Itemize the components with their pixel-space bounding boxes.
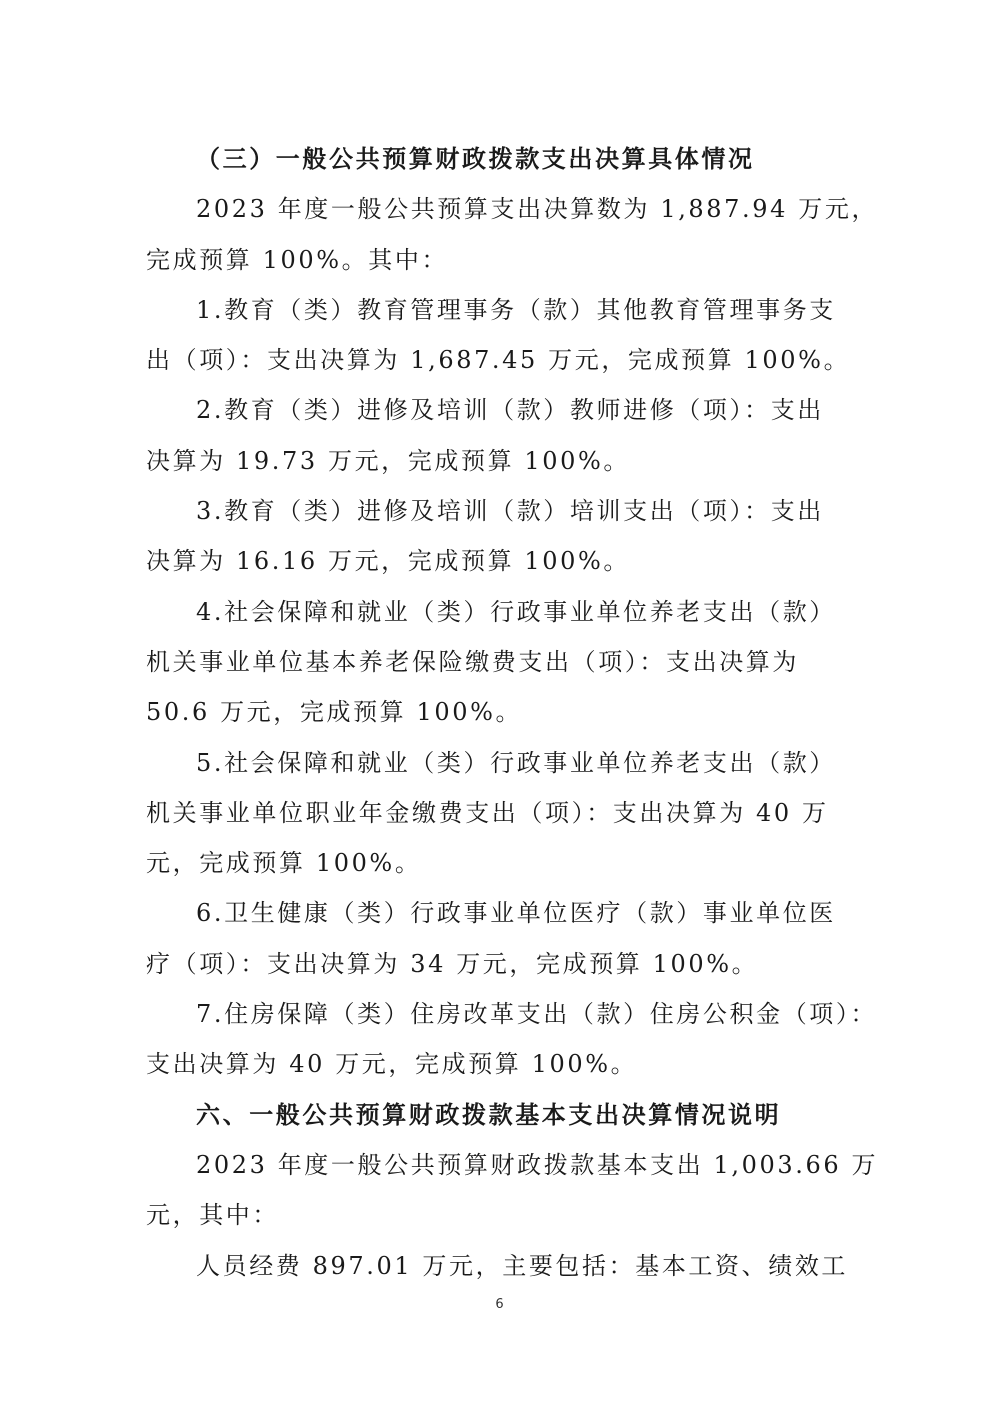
paragraph-line: 50.6 万元，完成预算 100%。	[146, 698, 523, 727]
section-heading-line: （三）一般公共预算财政拨款支出决算具体情况	[196, 144, 755, 173]
paragraph-line: 决算为 16.16 万元，完成预算 100%。	[146, 547, 631, 576]
paragraph-line: 疗（项）：支出决算为 34 万元，完成预算 100%。	[146, 949, 759, 978]
paragraph-line: 出（项）：支出决算为 1,687.45 万元，完成预算 100%。	[146, 346, 851, 375]
document-body	[146, 134, 879, 1291]
paragraph-line: 6.卫生健康（类）行政事业单位医疗（款）事业单位医	[196, 899, 836, 928]
paragraph-line: 2023 年度一般公共预算财政拨款基本支出 1,003.66 万	[196, 1150, 879, 1179]
paragraph-line: 决算为 19.73 万元，完成预算 100%。	[146, 446, 631, 475]
paragraph-line: 人员经费 897.01 万元，主要包括：基本工资、绩效工	[196, 1251, 849, 1280]
page-number: 6	[495, 1297, 504, 1312]
paragraph-line: 2.教育（类）进修及培训（款）教师进修（项）：支出	[196, 396, 824, 425]
section-heading-line: 六、一般公共预算财政拨款基本支出决算情况说明	[196, 1099, 782, 1129]
paragraph-line: 1.教育（类）教育管理事务（款）其他教育管理事务支	[196, 295, 836, 324]
paragraph-line: 支出决算为 40 万元，完成预算 100%。	[146, 1050, 638, 1079]
paragraph-line: 3.教育（类）进修及培训（款）培训支出（项）：支出	[196, 497, 824, 526]
paragraph-line: 4.社会保障和就业（类）行政事业单位养老支出（款）	[196, 597, 836, 626]
paragraph-line: 2023 年度一般公共预算支出决算数为 1,887.94 万元，	[196, 195, 879, 224]
paragraph-line: 完成预算 100%。其中：	[146, 245, 449, 274]
paragraph-line: 机关事业单位职业年金缴费支出（项）：支出决算为 40 万	[146, 798, 829, 827]
paragraph-line: 元，其中：	[146, 1201, 279, 1230]
paragraph-line: 元，完成预算 100%。	[146, 849, 422, 878]
paragraph-line: 5.社会保障和就业（类）行政事业单位养老支出（款）	[196, 748, 836, 777]
paragraph-line: 7.住房保障（类）住房改革支出（款）住房公积金（项）：	[196, 1000, 878, 1029]
paragraph-line: 机关事业单位基本养老保险缴费支出（项）：支出决算为	[146, 647, 799, 676]
